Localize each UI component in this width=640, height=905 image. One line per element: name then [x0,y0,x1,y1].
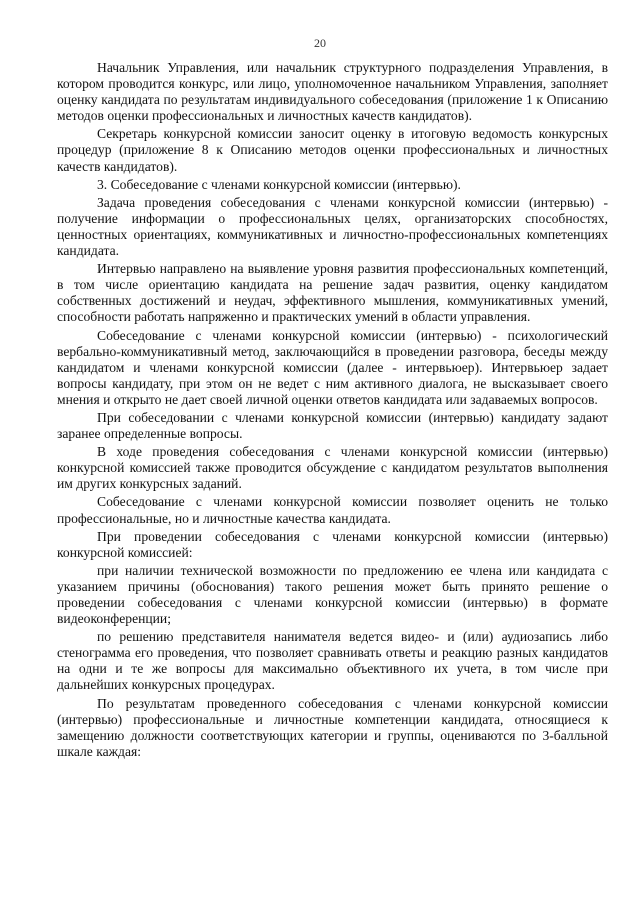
paragraph: 3. Собеседование с членами конкурсной комиссии (интервью). [97,176,461,192]
paragraph: При проведении собеседования с членами конкурсной комиссии (интервью) конкурсной комиссией: [57,528,608,560]
document-body [57,60,608,762]
paragraph: В ходе проведения собеседования с членами конкурсной комиссии (интервью) конкурсной комиссией также проводится обсуждение с кандидатом результатов выполнения им других конкурсных заданий. [57,444,608,492]
paragraph: Задача проведения собеседования с членами конкурсной комиссии (интервью) - получение информации о профессиональных целях, организаторских способностях, ценностных ориентациях, коммуникативных и личностно-профессиональных компетенциях кандидата. [57,194,608,259]
paragraph: Собеседование с членами конкурсной комиссии (интервью) - психологический вербально-коммуникативный метод, заключающийся в проведении разговора, беседы между кандидатом и членами конкурсной комиссии (далее - интервьюер). Интервьюер задает вопросы кандидату, при этом он не ведет с ним активного диалога, не высказывает своего мнения и открыто не дает своей личной оценки ответов кандидата или задаваемых вопросов. [57,327,608,407]
paragraph: Секретарь конкурсной комиссии заносит оценку в итоговую ведомость конкурсных процедур (приложение 8 к Описанию методов оценки профессиональных и личностных качеств кандидатов). [57,126,608,174]
paragraph: При собеседовании с членами конкурсной комиссии (интервью) кандидату задают заранее определенные вопросы. [57,409,608,442]
paragraph: при наличии технической возможности по предложению ее члена или кандидата с указанием причины (обоснования) такого решения может быть принято решение о проведении собеседования с членами конкурсной комиссии (интервью) в формате видеоконференции; [57,562,608,627]
paragraph: По результатам проведенного собеседования с членами конкурсной комиссии (интервью) профессиональные и личностные компетенции кандидата, относящиеся к замещению должности соответствующих категории и группы, оцениваются по 3-балльной шкале каждая: [57,695,608,759]
paragraph: Интервью направлено на выявление уровня развития профессиональных компетенций, в том числе ориентацию кандидата на решение задач развития, оценку кандидатом собственных достижений и неудач, эффективного мышления, коммуникативных умений, способности работать напряженно и практических умений в области управления. [57,261,608,325]
paragraph: Собеседование с членами конкурсной комиссии позволяет оценить не только профессиональные, но и личностные качества кандидата. [57,494,608,526]
paragraph: по решению представителя нанимателя ведется видео- и (или) аудиозапись либо стенограмма его проведения, что позволяет сравнивать ответы и реакцию разных кандидатов на одни и те же вопросы для максимально объективного их учета, в том числе при дальнейших конкурсных процедурах. [57,629,608,693]
paragraph: Начальник Управления, или начальник структурного подразделения Управления, в котором проводится конкурс, или лицо, уполномоченное начальником Управления, заполняет оценку кандидата по результатам индивидуального собеседования (приложение 1 к Описанию методов оценки профессиональных и личностных качеств кандидатов). [57,60,608,124]
page-number: 20 [314,36,326,50]
